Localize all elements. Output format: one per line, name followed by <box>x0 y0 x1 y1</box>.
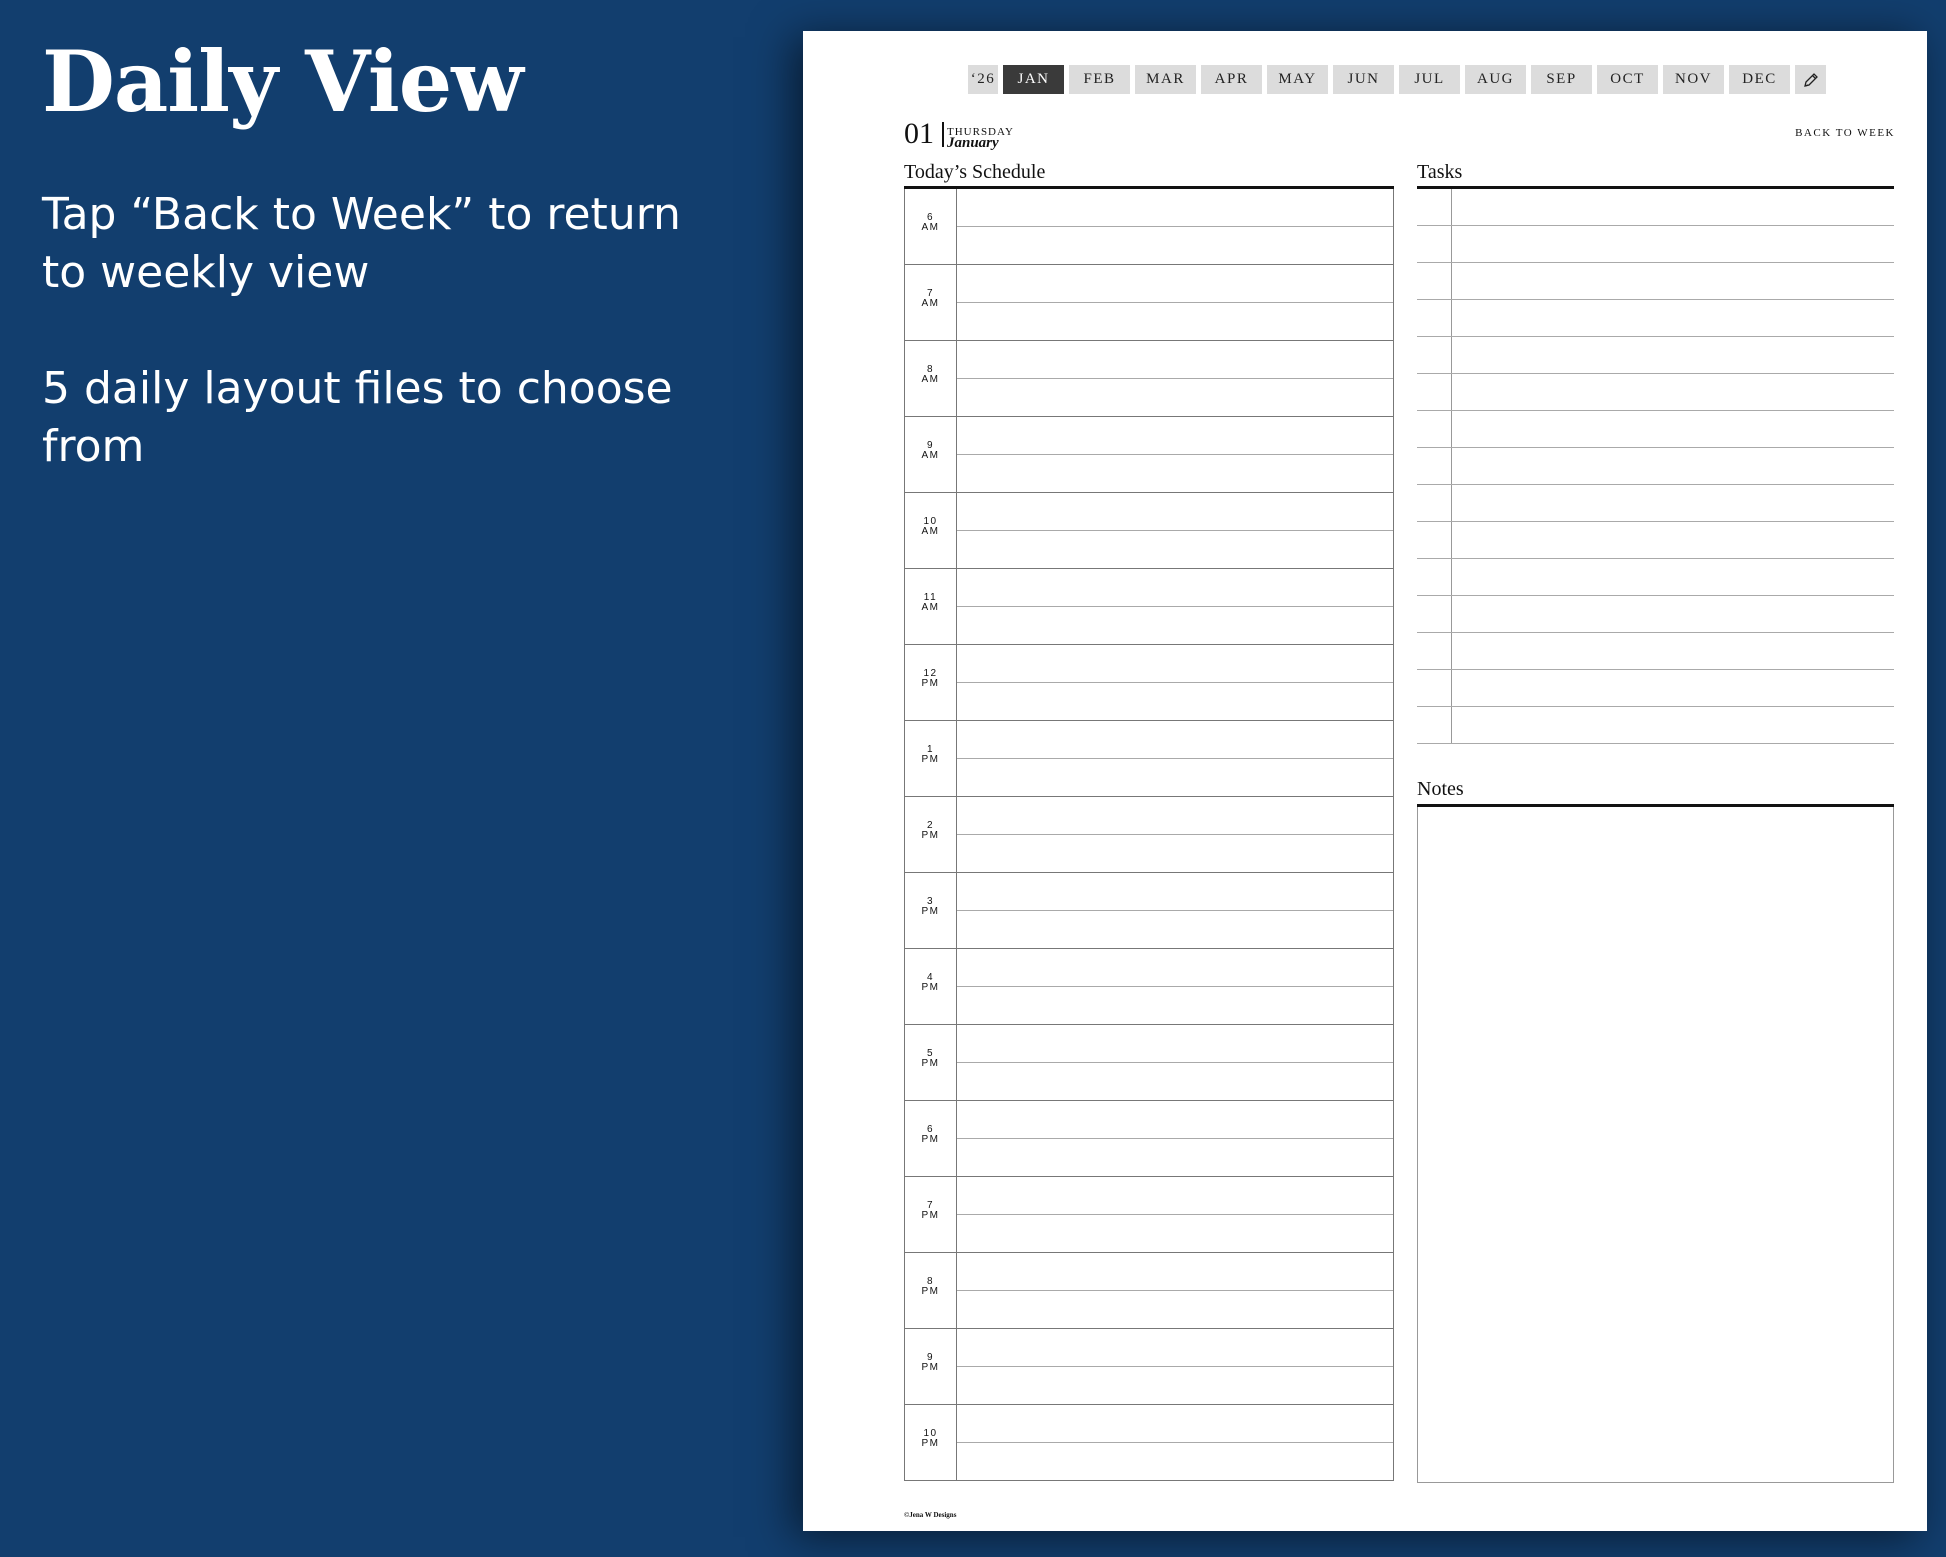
task-row[interactable] <box>1417 633 1894 670</box>
hour-label <box>905 289 956 309</box>
back-to-week-link[interactable]: BACK TO WEEK <box>1795 127 1895 139</box>
hour-label <box>905 669 956 689</box>
task-row[interactable] <box>1417 670 1894 707</box>
hour-number: 1 <box>926 744 935 755</box>
hour-row[interactable] <box>905 797 1393 873</box>
hour-label <box>905 1125 956 1145</box>
task-checkbox[interactable] <box>1417 485 1452 521</box>
hour-row[interactable] <box>905 721 1393 797</box>
half-hour-line <box>957 1214 1393 1215</box>
promo-panel <box>42 32 762 476</box>
hour-row[interactable] <box>905 1329 1393 1405</box>
hour-period: PM <box>921 830 940 841</box>
half-hour-line <box>957 1138 1393 1139</box>
half-hour-line <box>957 682 1393 683</box>
hour-number: 6 <box>926 212 935 223</box>
hour-period: PM <box>921 1286 940 1297</box>
time-column-divider <box>956 1405 957 1481</box>
half-hour-line <box>957 226 1393 227</box>
task-checkbox[interactable] <box>1417 189 1452 225</box>
hour-number: 9 <box>926 440 935 451</box>
hour-row[interactable] <box>905 1405 1393 1481</box>
date-day: 01 <box>904 117 934 150</box>
hour-number: 10 <box>923 1428 938 1439</box>
hour-label <box>905 1353 956 1373</box>
task-row[interactable] <box>1417 226 1894 263</box>
month-tab-dec[interactable]: DEC <box>1729 65 1790 94</box>
hour-number: 12 <box>923 668 938 679</box>
hour-number: 10 <box>923 516 938 527</box>
hour-period: PM <box>921 1058 940 1069</box>
half-hour-line <box>957 454 1393 455</box>
hour-row[interactable] <box>905 569 1393 645</box>
task-checkbox[interactable] <box>1417 633 1452 669</box>
hour-number: 7 <box>926 1200 935 1211</box>
hour-label <box>905 365 956 385</box>
task-checkbox[interactable] <box>1417 448 1452 484</box>
half-hour-line <box>957 1062 1393 1063</box>
task-row[interactable] <box>1417 411 1894 448</box>
month-tab-apr[interactable]: APR <box>1201 65 1262 94</box>
hour-label <box>905 745 956 765</box>
month-tab-jun[interactable]: JUN <box>1333 65 1394 94</box>
hour-period: PM <box>921 754 940 765</box>
hour-label <box>905 821 956 841</box>
month-tabs <box>968 65 1826 94</box>
task-list <box>1417 189 1894 750</box>
month-tab-may[interactable]: MAY <box>1267 65 1328 94</box>
half-hour-line <box>957 1290 1393 1291</box>
pencil-icon <box>1801 70 1821 90</box>
hour-period: PM <box>921 982 940 993</box>
half-hour-line <box>957 606 1393 607</box>
hour-row[interactable] <box>905 1177 1393 1253</box>
hour-row[interactable] <box>905 949 1393 1025</box>
hour-row[interactable] <box>905 1025 1393 1101</box>
hour-row[interactable] <box>905 417 1393 493</box>
task-checkbox[interactable] <box>1417 707 1452 743</box>
hour-label <box>905 1201 956 1221</box>
notes-area[interactable] <box>1417 807 1894 1483</box>
hour-period: AM <box>921 222 940 233</box>
month-tab-nov[interactable]: NOV <box>1663 65 1724 94</box>
hour-number: 8 <box>926 364 935 375</box>
hour-number: 11 <box>923 592 938 603</box>
hour-label <box>905 1429 956 1449</box>
half-hour-line <box>957 378 1393 379</box>
hour-label <box>905 517 956 537</box>
hour-row[interactable] <box>905 189 1393 265</box>
month-tab-oct[interactable]: OCT <box>1597 65 1658 94</box>
planner-page <box>803 31 1927 1531</box>
half-hour-line <box>957 834 1393 835</box>
task-row[interactable] <box>1417 707 1894 744</box>
hour-period: AM <box>921 298 940 309</box>
month-tab-mar[interactable]: MAR <box>1135 65 1196 94</box>
date-weekday: THURSDAY <box>947 126 1014 138</box>
month-tab-jan[interactable]: JAN <box>1003 65 1064 94</box>
hour-number: 7 <box>926 288 935 299</box>
hour-period: PM <box>921 1210 940 1221</box>
hour-period: AM <box>921 374 940 385</box>
hour-period: PM <box>921 678 940 689</box>
hour-period: AM <box>921 602 940 613</box>
hour-label <box>905 213 956 233</box>
task-checkbox[interactable] <box>1417 596 1452 632</box>
half-hour-line <box>957 986 1393 987</box>
hour-number: 5 <box>926 1048 935 1059</box>
hour-row[interactable] <box>905 645 1393 721</box>
hour-period: PM <box>921 1134 940 1145</box>
hour-row[interactable] <box>905 873 1393 949</box>
hour-period: PM <box>921 1362 940 1373</box>
half-hour-line <box>957 758 1393 759</box>
task-row[interactable] <box>1417 263 1894 300</box>
hour-number: 8 <box>926 1276 935 1287</box>
half-hour-line <box>957 1442 1393 1443</box>
hour-label <box>905 897 956 917</box>
task-row[interactable] <box>1417 189 1894 226</box>
task-checkbox[interactable] <box>1417 670 1452 706</box>
date-divider <box>942 122 944 147</box>
half-hour-line <box>957 530 1393 531</box>
hour-row[interactable] <box>905 1253 1393 1329</box>
half-hour-line <box>957 1366 1393 1367</box>
promo-line-2: to weekly view <box>42 247 370 298</box>
hour-period: AM <box>921 526 940 537</box>
task-checkbox[interactable] <box>1417 263 1452 299</box>
task-checkbox[interactable] <box>1417 522 1452 558</box>
task-row[interactable] <box>1417 448 1894 485</box>
hour-period: AM <box>921 450 940 461</box>
hour-period: PM <box>921 906 940 917</box>
task-checkbox[interactable] <box>1417 411 1452 447</box>
hour-number: 6 <box>926 1124 935 1135</box>
task-row[interactable] <box>1417 559 1894 596</box>
hour-number: 9 <box>926 1352 935 1363</box>
task-row[interactable] <box>1417 300 1894 337</box>
copyright: ©Jena W Designs <box>904 1511 957 1519</box>
task-row[interactable] <box>1417 485 1894 522</box>
half-hour-line <box>957 302 1393 303</box>
month-tab-sep[interactable]: SEP <box>1531 65 1592 94</box>
hour-label <box>905 973 956 993</box>
task-checkbox[interactable] <box>1417 559 1452 595</box>
task-row[interactable] <box>1417 596 1894 633</box>
hour-row[interactable] <box>905 265 1393 341</box>
hour-number: 4 <box>926 972 935 983</box>
hour-period: PM <box>921 1438 940 1449</box>
hour-label <box>905 441 956 461</box>
promo-line-3: 5 daily layout files to choose from <box>42 363 673 472</box>
task-checkbox[interactable] <box>1417 374 1452 410</box>
task-checkbox[interactable] <box>1417 300 1452 336</box>
hour-number: 3 <box>926 896 935 907</box>
hour-row[interactable] <box>905 493 1393 569</box>
task-row[interactable] <box>1417 522 1894 559</box>
schedule-title: Today’s Schedule <box>904 161 1046 183</box>
task-row[interactable] <box>1417 337 1894 374</box>
task-row[interactable] <box>1417 374 1894 411</box>
hour-number: 2 <box>926 820 935 831</box>
month-tab-jul[interactable]: JUL <box>1399 65 1460 94</box>
hour-row[interactable] <box>905 1101 1393 1177</box>
edit-tab[interactable] <box>1795 65 1826 94</box>
year-tab[interactable]: ‘26 <box>968 65 998 94</box>
month-tab-feb[interactable]: FEB <box>1069 65 1130 94</box>
promo-line-1: Tap “Back to Week” to return <box>42 189 681 240</box>
month-tab-aug[interactable]: AUG <box>1465 65 1526 94</box>
task-checkbox[interactable] <box>1417 337 1452 373</box>
hour-row[interactable] <box>905 341 1393 417</box>
task-checkbox[interactable] <box>1417 226 1452 262</box>
hour-label <box>905 1277 956 1297</box>
notes-title: Notes <box>1417 778 1464 800</box>
schedule-grid <box>904 189 1394 1481</box>
date-month: January <box>947 135 999 151</box>
hour-label <box>905 1049 956 1069</box>
tasks-title: Tasks <box>1417 161 1463 183</box>
promo-title: Daily View <box>42 32 523 131</box>
half-hour-line <box>957 910 1393 911</box>
hour-label <box>905 593 956 613</box>
